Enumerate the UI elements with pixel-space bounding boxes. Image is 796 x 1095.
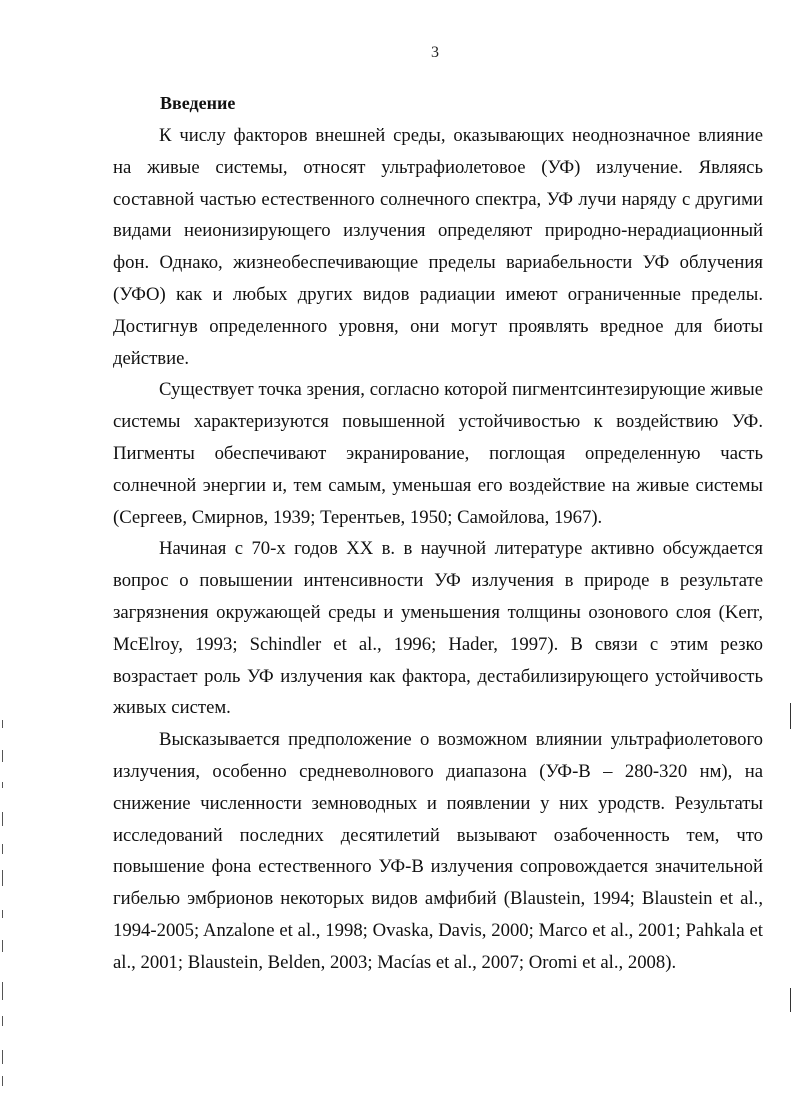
scan-mark-right-1	[790, 703, 791, 729]
scan-edge-artifacts	[2, 720, 10, 1090]
page-number: 3	[431, 44, 439, 61]
paragraph-3: Начиная с 70-х годов XX в. в научной литературе активно обсуждается вопрос о повышении интенсивности УФ излучения в природе в результате загрязнения окружающей среды и уменьшения толщины озонового слоя (Kerr, McElroy, 1993; Schindler et al., 1996; Hader, 1997). В связи с этим резко возрастает роль УФ излучения как фактора, дестабилизирующего устойчивость живых систем.	[113, 538, 763, 719]
paragraph-1: К числу факторов внешней среды, оказывающих неоднозначное влияние на живые системы, относят ультрафиолетовое (УФ) излучение. Являясь составной частью естественного солнечного спектра, УФ лучи наряду с другими видами неионизирующего излучения определяют природно-нерадиационный фон. Однако, жизнеобеспечивающие пределы вариабельности УФ облучения (УФО) как и любых других видов радиации имеют ограниченные пределы. Достигнув определенного уровня, они могут проявлять вредное для биоты действие.	[113, 125, 763, 369]
body-text	[113, 120, 763, 979]
paragraph-4: Высказывается предположение о возможном влиянии ультрафиолетового излучения, особенно средневолнового диапазона (УФ-В – 280-320 нм), на снижение численности земноводных и появлении у них уродств. Результаты исследований последних десятилетий вызывают озабоченность тем, что повышение фона естественного УФ-В излучения сопровождается значительной гибелью эмбрионов некоторых видов амфибий (Blaustein, 1994; Blaustein et al., 1994-2005; Anzalone et al., 1998; Ovaska, Davis, 2000; Marco et al., 2001; Pahkala et al., 2001; Blaustein, Belden, 2003; Macías et al., 2007; Oromi et al., 2008).	[113, 729, 763, 973]
scan-mark-right-2	[790, 988, 791, 1012]
section-heading: Введение	[160, 93, 236, 113]
paragraph-2: Существует точка зрения, согласно которой пигментсинтезирующие живые системы характеризуются повышенной устойчивостью к воздействию УФ. Пигменты обеспечивают экранирование, поглощая определенную часть солнечной энергии и, тем самым, уменьшая его воздействие на живые системы (Сергеев, Смирнов, 1939; Терентьев, 1950; Самойлова, 1967).	[113, 379, 763, 528]
